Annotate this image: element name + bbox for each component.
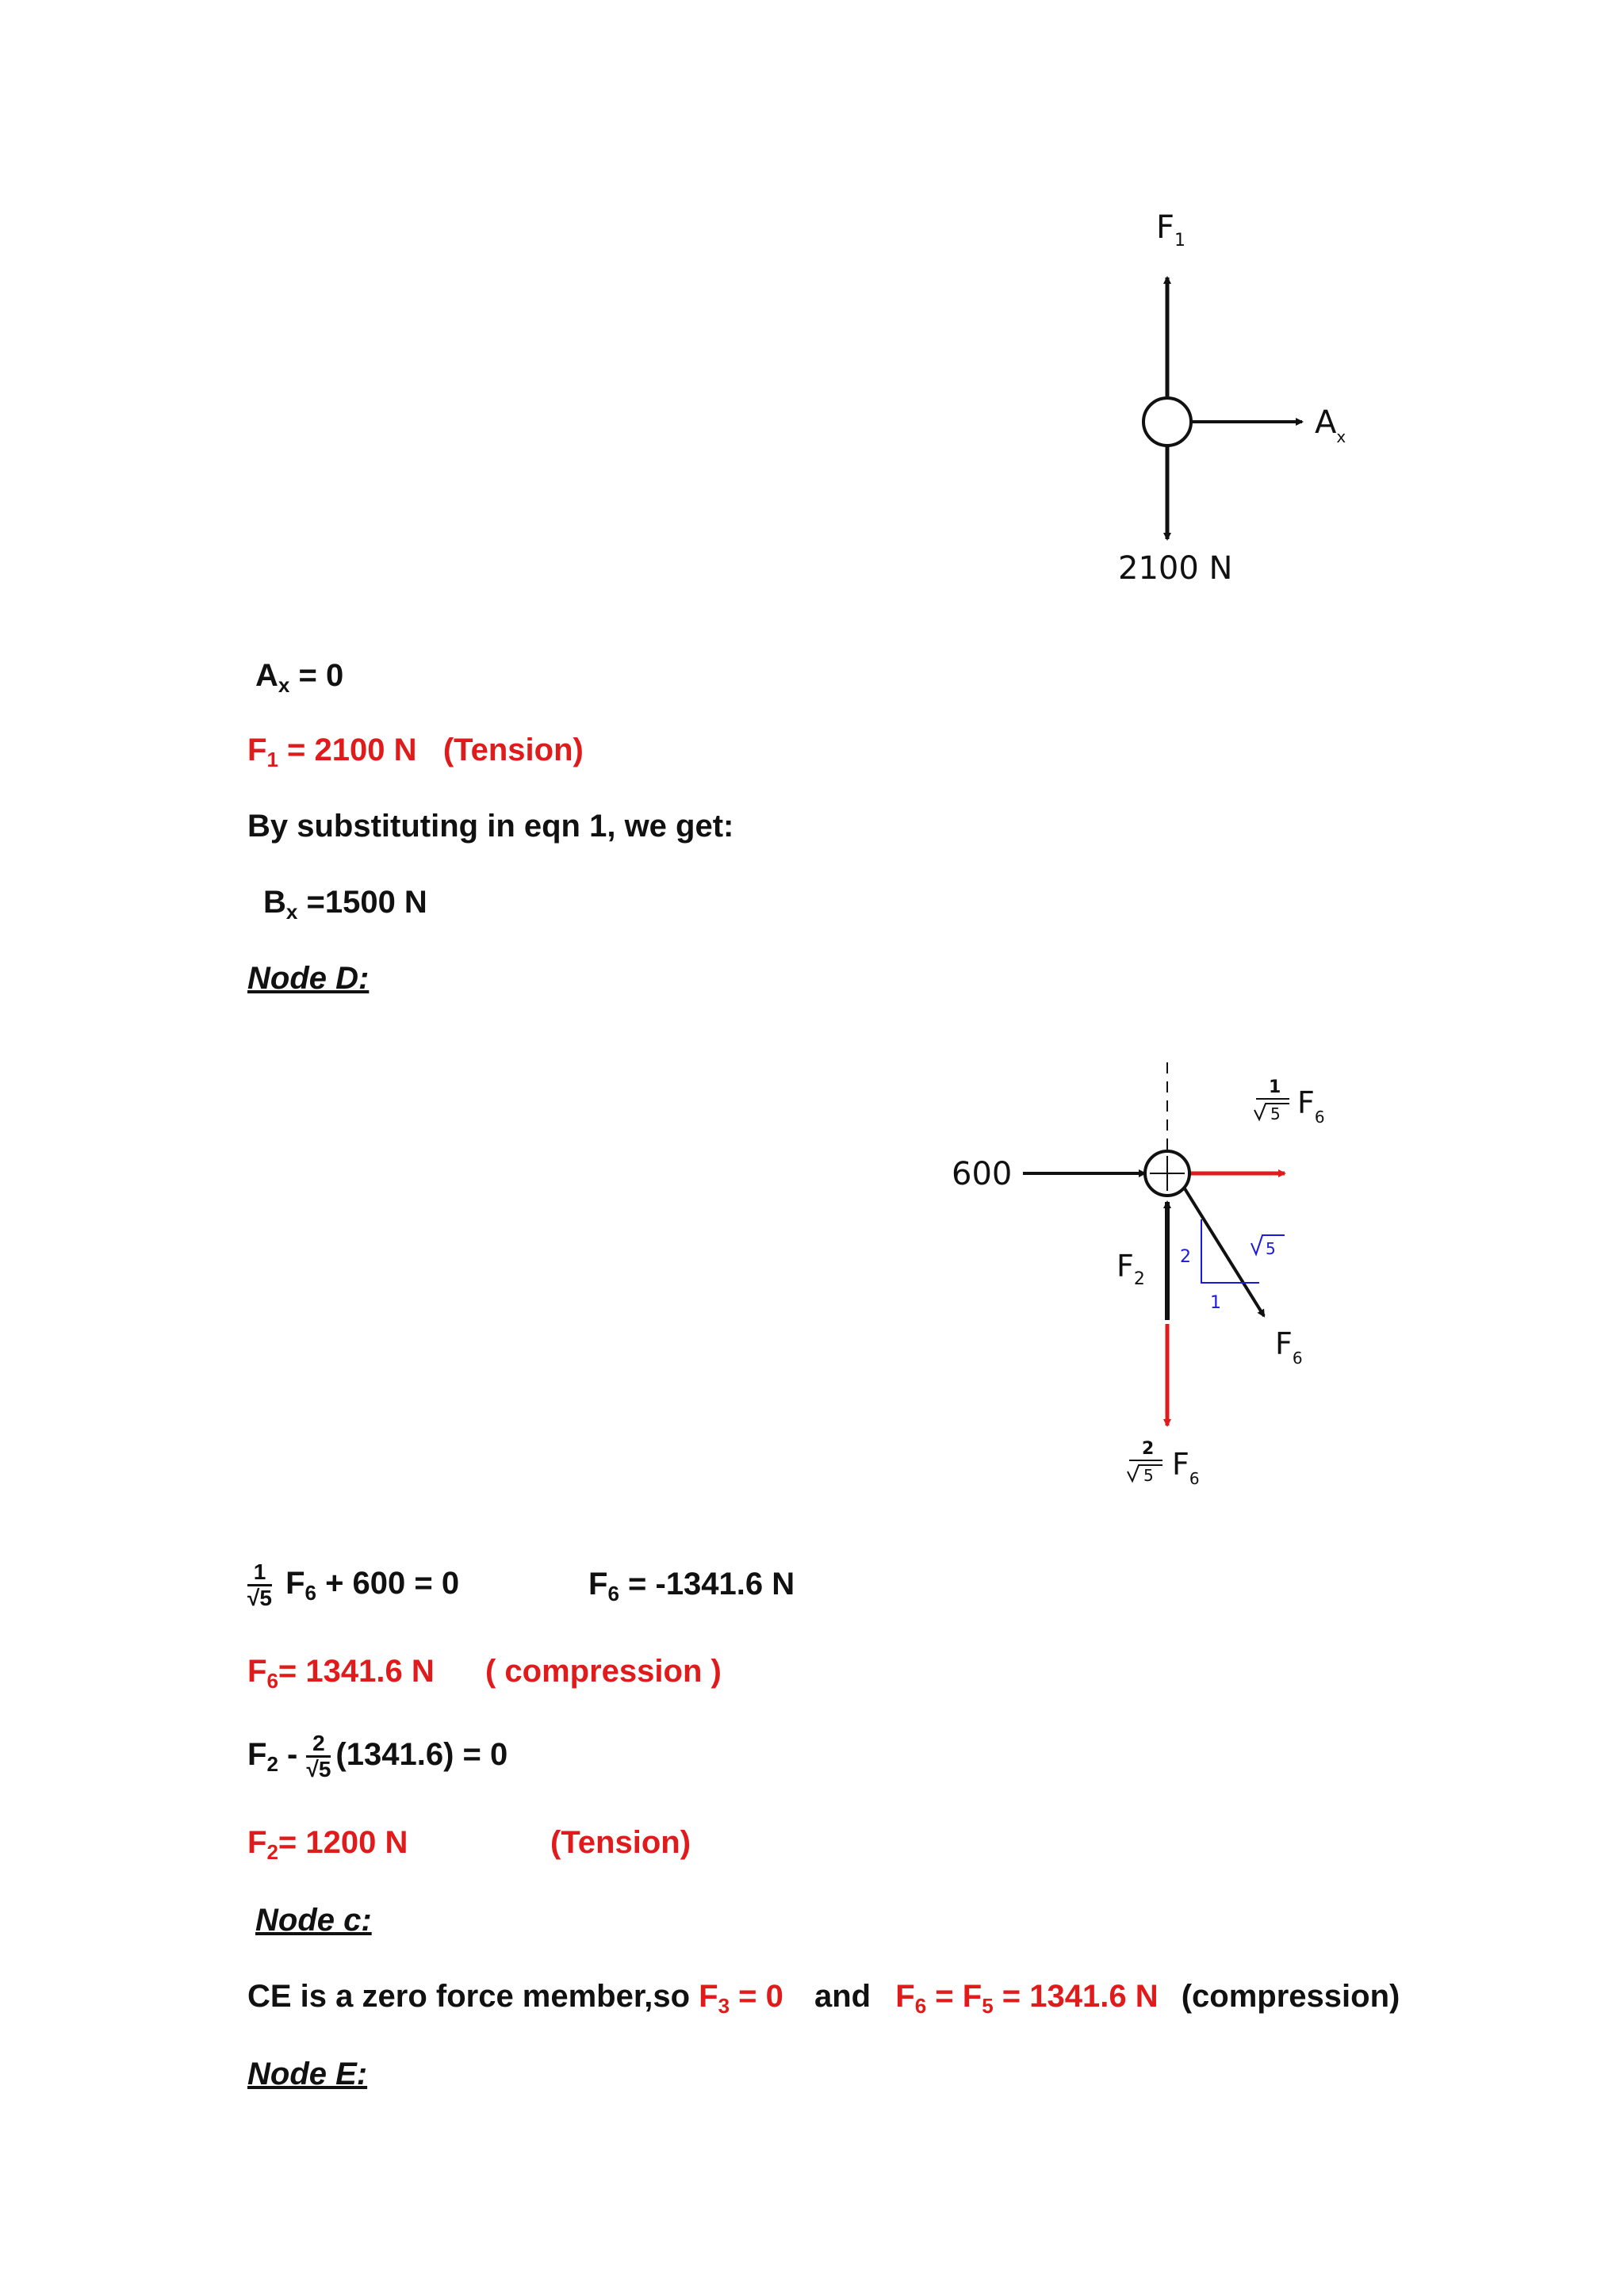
f2-label: $F_2$ xyxy=(1116,1249,1145,1289)
top-frac-num: 1 xyxy=(1269,1077,1281,1097)
joint-circle xyxy=(1143,398,1191,446)
heading-node-e: Node E: xyxy=(247,2057,368,2091)
zero-force-member-statement: CE is a zero force member,so $F_3 = 0$ and $F_6 = F_5 = 1341.6$ N (compression) xyxy=(247,1979,1400,2018)
label-2100n: 2100 N xyxy=(1118,550,1233,587)
heading-node-d: Node D: xyxy=(247,961,370,996)
top-frac-den: 5 xyxy=(1270,1104,1281,1123)
ax-result: $A_x = 0$ xyxy=(255,658,344,697)
fraction-2-over-sqrt5: $\frac{2}{√5}$ xyxy=(306,1731,331,1781)
f2-tension-note: (Tension) xyxy=(550,1825,691,1860)
bx-result: $B_x =1500$ N xyxy=(263,885,427,924)
fraction-1-over-sqrt5: $\frac{1}{√5}$ xyxy=(247,1559,272,1610)
label-600: 600 xyxy=(952,1156,1013,1192)
bottom-frac-den: 5 xyxy=(1143,1466,1154,1485)
f1-result: $F_1 = 2100$ N (Tension) xyxy=(247,733,584,771)
label-f1: $F_1$ xyxy=(1156,209,1186,251)
equation-node-d-horizontal: $\frac{1}{√5}$ $F_6 + 600 = 0$ xyxy=(247,1559,460,1610)
label-ax: $A_x$ xyxy=(1315,404,1346,446)
equation-node-d-vertical: $F_2$ - $\frac{2}{√5}$ (1341.6) = 0 xyxy=(247,1731,508,1781)
substitution-text: By substituting in eqn 1, we get: xyxy=(247,809,734,844)
free-body-diagram-joint-a xyxy=(1094,198,1411,610)
f2-result: $F_2= 1200$ N xyxy=(247,1825,408,1864)
free-body-diagram-node-d xyxy=(936,1047,1380,1522)
top-f6-label: $F_6$ xyxy=(1297,1085,1325,1127)
force-arrow-f6 xyxy=(1183,1186,1264,1316)
f6-compression-note: ( compression ) xyxy=(485,1654,722,1689)
f6-result: $F_6= 1341.6$ N xyxy=(247,1654,435,1693)
triangle-label-horizontal: 1 xyxy=(1210,1293,1221,1313)
f6-solved-value: $F_6 = -1341.6$ N xyxy=(588,1567,795,1605)
triangle-label-vertical: 2 xyxy=(1180,1247,1191,1267)
bottom-frac-num: 2 xyxy=(1142,1439,1155,1459)
f6-label: $F_6$ xyxy=(1275,1326,1303,1368)
heading-node-c: Node c: xyxy=(255,1903,372,1938)
triangle-label-hypotenuse: 5 xyxy=(1266,1239,1276,1258)
bottom-f6-label: $F_6$ xyxy=(1172,1447,1200,1488)
